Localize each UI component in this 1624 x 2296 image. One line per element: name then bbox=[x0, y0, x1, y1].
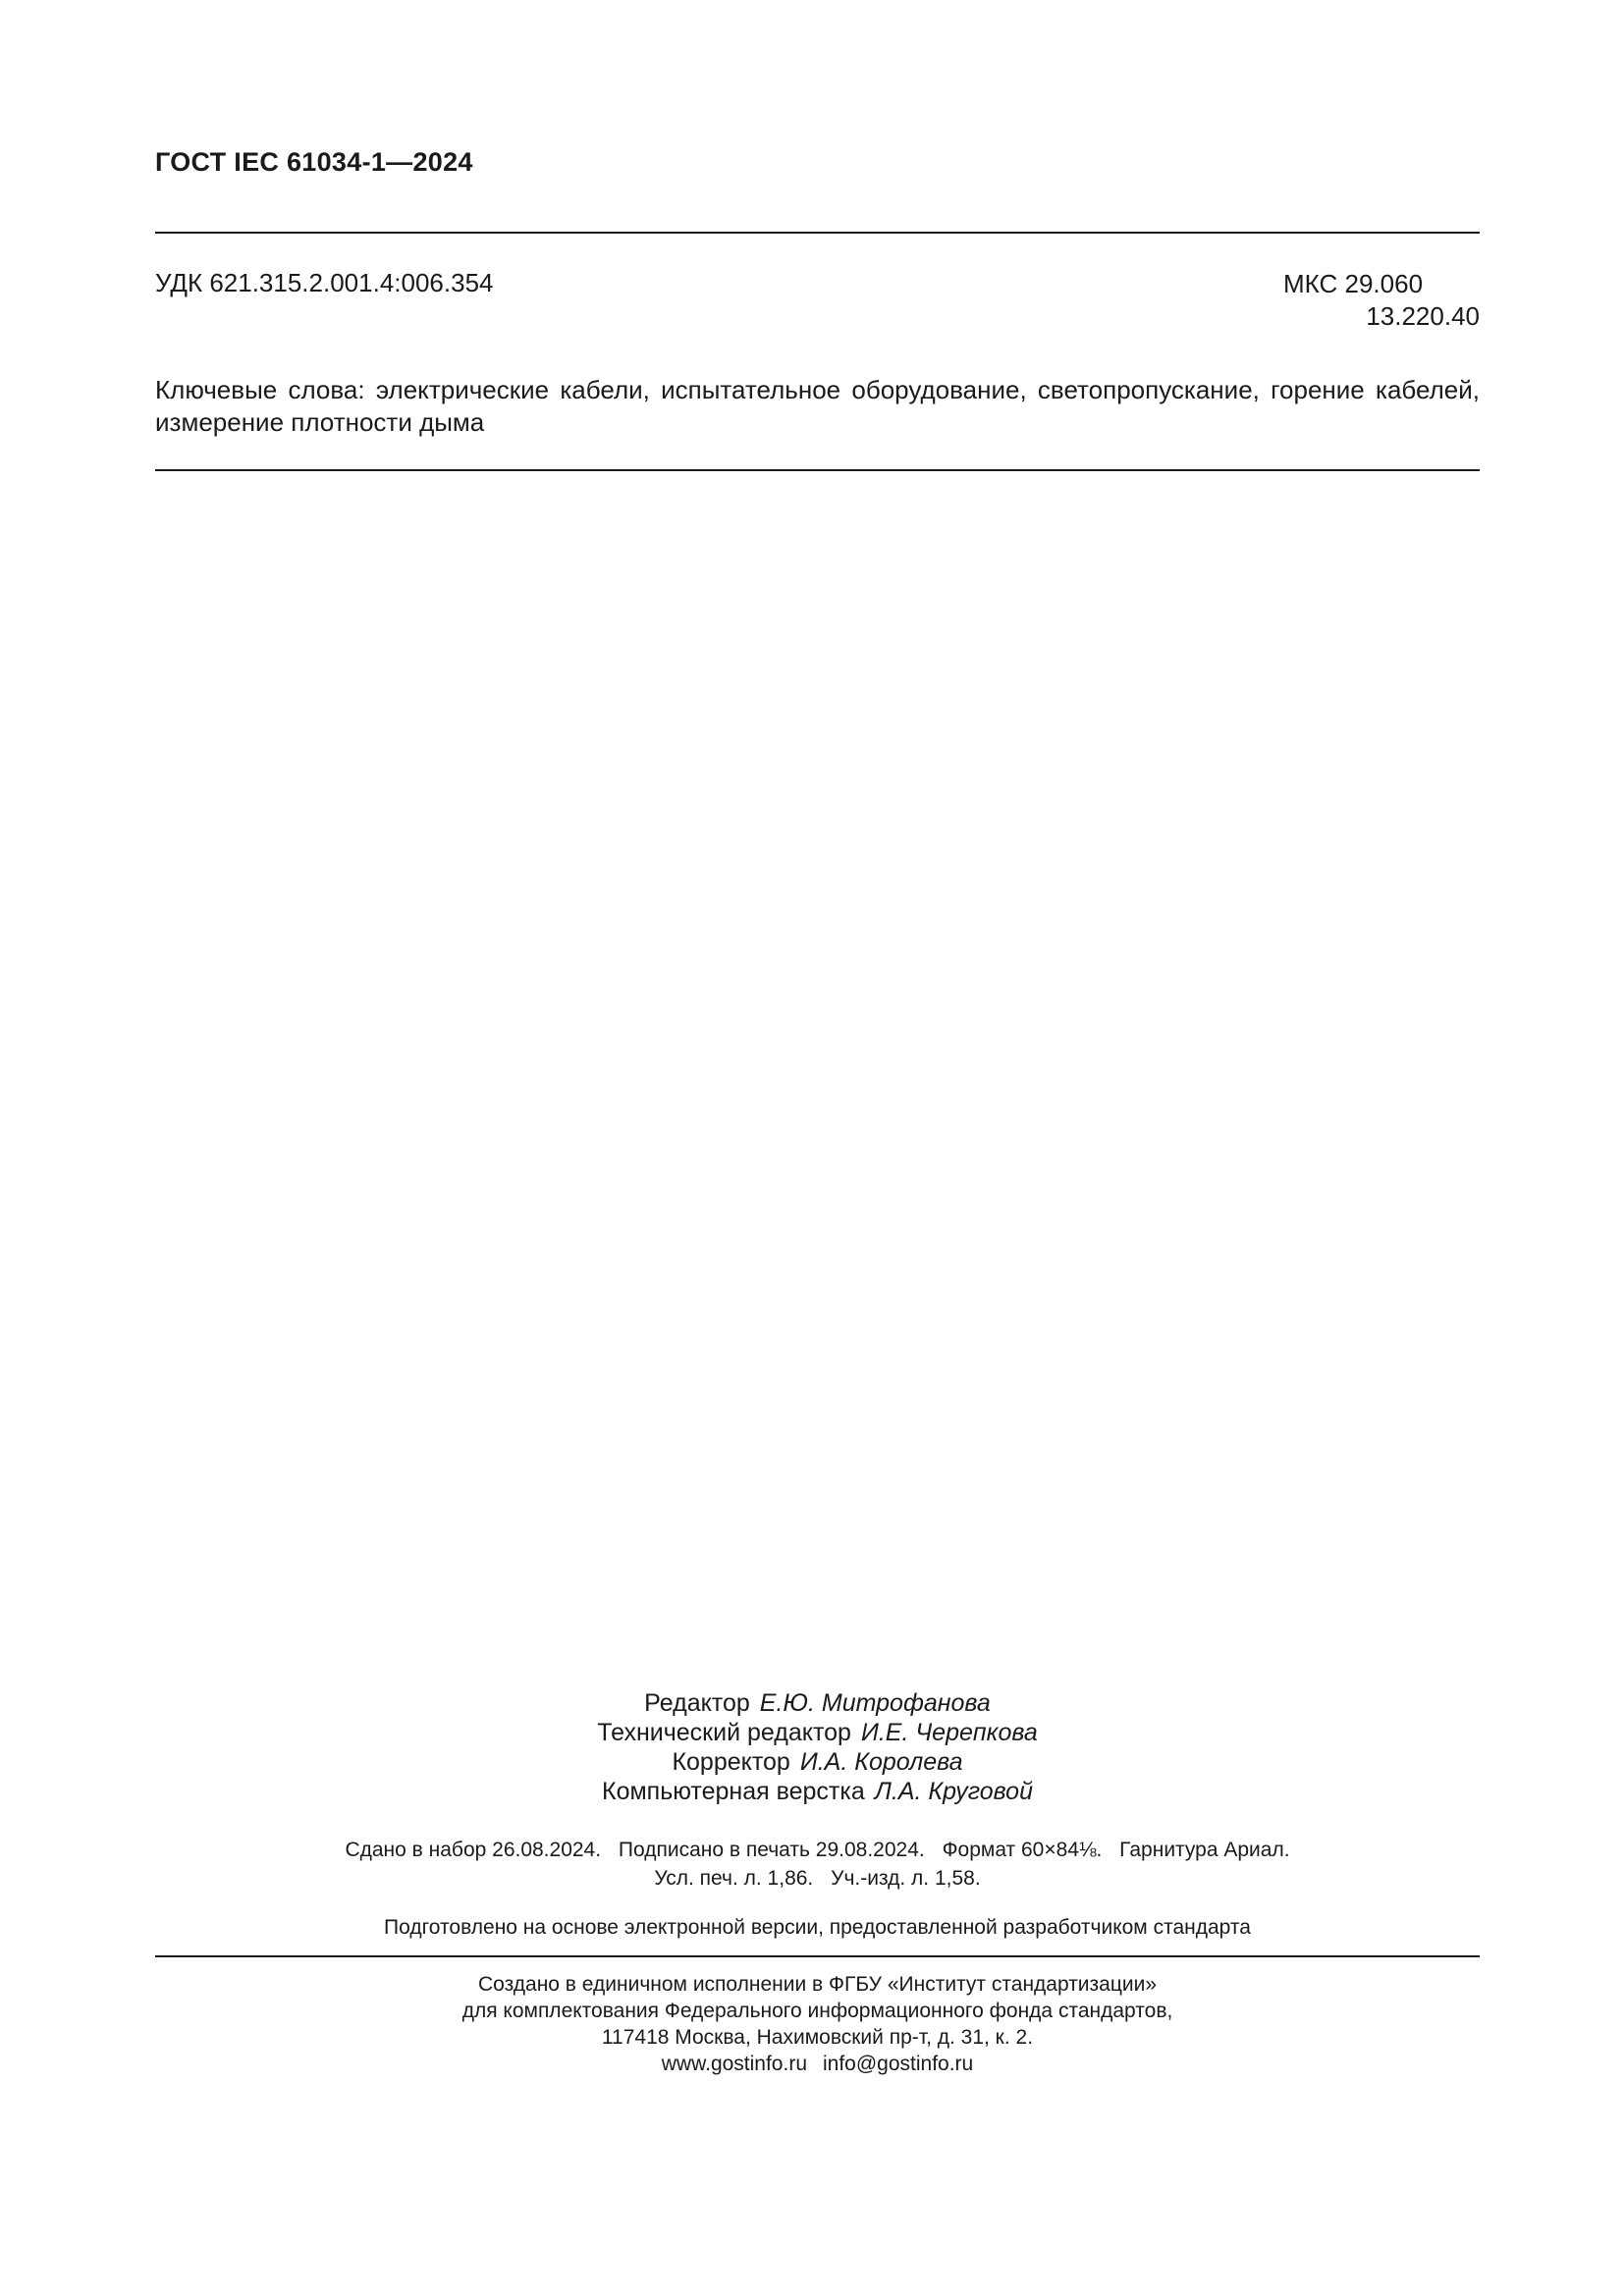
mks-code-primary: МКС 29.060 bbox=[1283, 269, 1424, 298]
credit-name: И.Е. Черепкова bbox=[860, 1719, 1038, 1746]
publisher-line: Создано в единичном исполнении в ФГБУ «Институт стандартизации» bbox=[477, 1973, 1158, 1996]
website-link[interactable]: www.gostinfo.ru bbox=[661, 2053, 807, 2075]
publisher-divider bbox=[155, 1955, 1480, 1957]
credits-block bbox=[155, 1688, 1480, 1806]
typeface: Гарнитура Ариал. bbox=[1119, 1839, 1290, 1861]
document-code: ГОСТ IEC 61034-1—2024 bbox=[155, 147, 473, 177]
mks-codes bbox=[1283, 268, 1480, 333]
top-divider bbox=[155, 232, 1480, 234]
paper-format: Формат 60×84⅛. bbox=[942, 1839, 1103, 1861]
edition-sheets: Уч.-изд. л. 1,58. bbox=[831, 1867, 981, 1890]
credit-name: Л.А. Круговой bbox=[874, 1778, 1033, 1805]
keywords-divider bbox=[155, 469, 1480, 471]
credit-technical-editor bbox=[155, 1718, 1480, 1747]
print-info-line2 bbox=[155, 1864, 1480, 1893]
keywords-paragraph: Ключевые слова: электрические кабели, испытательное оборудование, светопропускание, горение кабелей, измерение плотности дыма bbox=[155, 375, 1480, 437]
credit-editor bbox=[155, 1688, 1480, 1718]
publisher-line: для комплектования Федерального информационного фонда стандартов, bbox=[461, 2000, 1173, 2022]
credit-name: И.А. Королева bbox=[799, 1748, 963, 1776]
credit-role: Технический редактор bbox=[597, 1719, 851, 1746]
credit-layout bbox=[155, 1777, 1480, 1806]
prepared-note: Подготовлено на основе электронной версии, предоставленной разработчиком стандарта bbox=[384, 1916, 1251, 1939]
signed-date: Подписано в печать 29.08.2024. bbox=[618, 1839, 925, 1861]
credit-role: Редактор bbox=[644, 1689, 750, 1717]
credit-name: Е.Ю. Митрофанова bbox=[759, 1689, 991, 1717]
publisher-block bbox=[155, 1971, 1480, 2077]
mks-code-secondary: 13.220.40 bbox=[1366, 301, 1480, 331]
credit-proofreader bbox=[155, 1747, 1480, 1777]
publisher-links bbox=[155, 2051, 1480, 2077]
submitted-date: Сдано в набор 26.08.2024. bbox=[345, 1839, 602, 1861]
email-link[interactable]: info@gostinfo.ru bbox=[823, 2053, 974, 2075]
udk-code: УДК 621.315.2.001.4:006.354 bbox=[155, 268, 494, 297]
print-info-line1 bbox=[155, 1836, 1480, 1864]
credit-role: Корректор bbox=[672, 1748, 790, 1776]
print-info-block bbox=[155, 1836, 1480, 1893]
printed-sheets: Усл. печ. л. 1,86. bbox=[654, 1867, 814, 1890]
publisher-address: 117418 Москва, Нахимовский пр-т, д. 31, к. 2. bbox=[601, 2026, 1034, 2049]
credit-role: Компьютерная верстка bbox=[602, 1778, 865, 1805]
